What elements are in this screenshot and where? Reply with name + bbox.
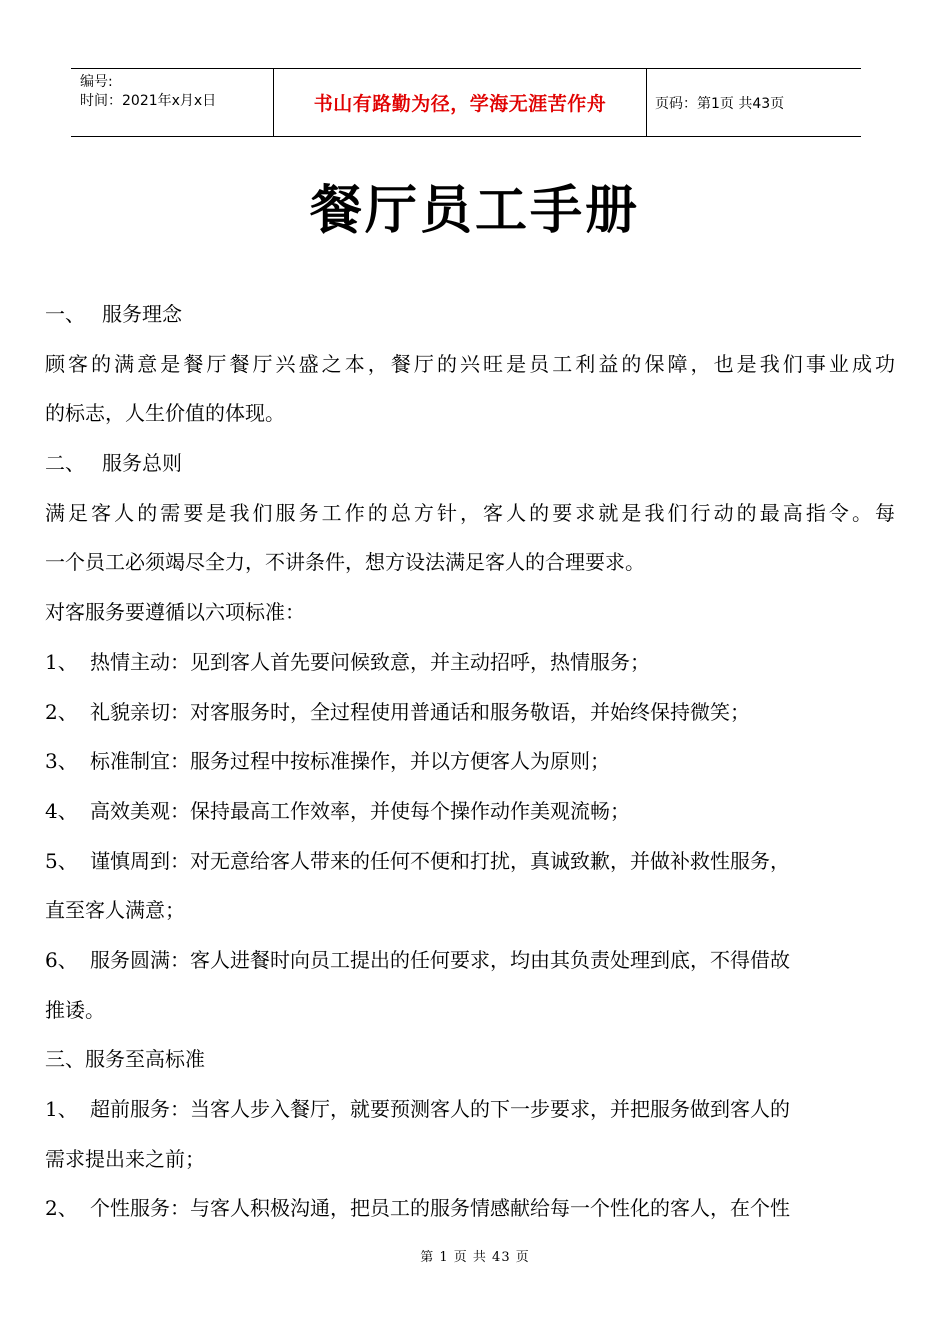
list-item <box>45 787 895 837</box>
time-label: 时间：2021年x月x日 <box>80 93 217 109</box>
section-number: 二、 <box>45 451 85 476</box>
serial-label: 编号: <box>80 74 113 90</box>
list-item <box>45 737 895 787</box>
section-heading <box>45 439 895 489</box>
list-item-continuation: 直至客人满意； <box>45 898 185 923</box>
list-item <box>45 1085 895 1135</box>
list-number: 1、 <box>45 649 78 674</box>
list-text: 礼貌亲切：对客服务时，全过程使用普通话和服务敬语，并始终保持微笑； <box>90 699 750 724</box>
list-item <box>45 1184 895 1234</box>
section-title: 服务总则 <box>102 451 182 476</box>
list-item <box>45 688 895 738</box>
section-number: 一、 <box>45 302 85 326</box>
list-text: 超前服务：当客人步入餐厅，就要预测客人的下一步要求，并把服务做到客人的 <box>90 1097 790 1121</box>
list-text: 谨慎周到：对无意给客人带来的任何不便和打扰，真诚致歉，并做补救性服务， <box>90 848 790 873</box>
list-number: 6、 <box>45 947 78 972</box>
list-number: 3、 <box>45 749 78 774</box>
paragraph-line: 一个员工必须竭尽全力，不讲条件，想方设法满足客人的合理要求。 <box>45 550 645 575</box>
header-meta <box>71 69 273 136</box>
list-number: 5、 <box>45 848 78 873</box>
section-heading: 三、服务至高标准 <box>45 1047 205 1072</box>
paragraph-line: 满足客人的需要是我们服务工作的总方针，客人的要求就是我们行动的最高指令。每 <box>45 500 895 525</box>
document-header <box>71 68 861 137</box>
list-item <box>45 638 895 688</box>
list-number: 4、 <box>45 798 78 823</box>
paragraph-line: 的标志，人生价值的体现。 <box>45 401 285 426</box>
header-page-info: 页码：第1页 共43页 <box>655 95 785 112</box>
document-title: 餐厅员工手册 <box>309 181 640 241</box>
document-body <box>45 290 895 1234</box>
paragraph-line: 顾客的满意是餐厅餐厅兴盛之本，餐厅的兴旺是员工利益的保障，也是我们事业成功 <box>45 351 895 376</box>
section-title: 服务理念 <box>102 302 182 326</box>
section-heading <box>45 290 895 340</box>
list-text: 服务圆满：客人进餐时向员工提出的任何要求，均由其负责处理到底，不得借故 <box>90 947 790 972</box>
paragraph-line: 对客服务要遵循以六项标准： <box>45 600 305 625</box>
list-text: 高效美观：保持最高工作效率，并使每个操作动作美观流畅； <box>90 798 630 823</box>
list-text: 热情主动：见到客人首先要问候致意，并主动招呼，热情服务； <box>90 649 650 674</box>
list-item <box>45 837 895 887</box>
list-number: 1、 <box>45 1097 78 1121</box>
list-text: 个性服务：与客人积极沟通，把员工的服务情感献给每一个性化的客人，在个性 <box>90 1196 790 1221</box>
header-motto: 书山有路勤为径，学海无涯苦作舟 <box>273 69 647 136</box>
page-footer: 第 1 页 共 43 页 <box>420 1250 530 1265</box>
list-text: 标准制宜：服务过程中按标准操作，并以方便客人为原则； <box>90 749 610 774</box>
list-item <box>45 936 895 986</box>
list-number: 2、 <box>45 1196 78 1221</box>
list-item-continuation: 需求提出来之前； <box>45 1146 205 1171</box>
list-number: 2、 <box>45 699 78 724</box>
list-item-continuation: 推诿。 <box>45 997 105 1022</box>
